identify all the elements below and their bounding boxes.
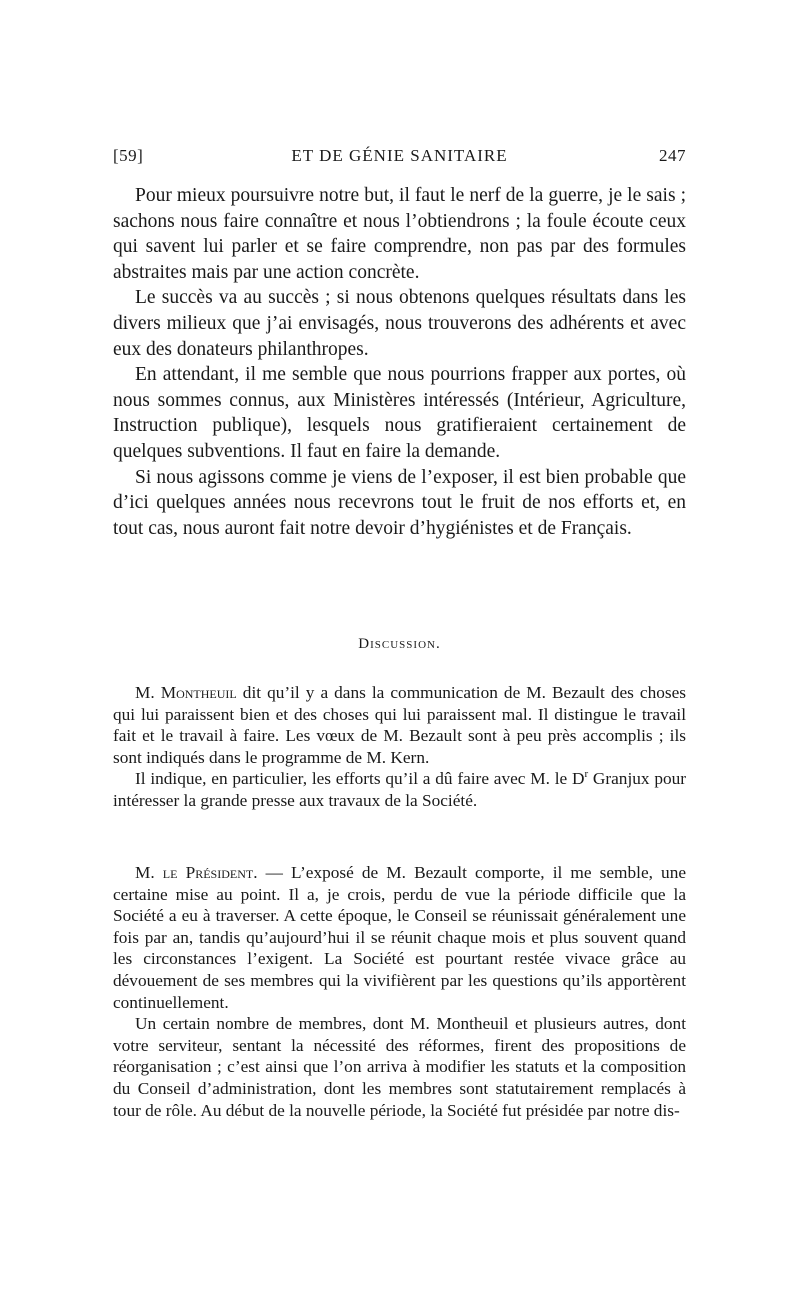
paragraph-text: Granjux pour intéresser la grande presse aux travaux de la Société. <box>113 769 686 810</box>
page-header <box>113 146 686 170</box>
speaker-name: M. Montheuil <box>135 683 237 702</box>
page-reference: [59] <box>113 146 144 165</box>
paragraph-text: Il indique, en particulier, les efforts qu’il a dû faire avec M. le D <box>135 769 585 789</box>
paragraph: Pour mieux poursuivre notre but, il faut le nerf de la guerre, je le sais ; sachons nous faire connaître et nous l’obtiendrons ; la foule écoute ceux qui savent lui parler et se faire comprendre, non pas par des formules abstraites mais par une action concrète. <box>113 185 686 283</box>
superscript: r <box>584 768 589 781</box>
main-text <box>113 183 686 541</box>
discussion-block-president <box>113 862 686 1121</box>
section-title: Discussion. <box>358 636 441 652</box>
speaker-name: M. le Président. <box>135 863 258 882</box>
dash: — <box>257 863 292 882</box>
paragraph <box>113 862 686 1013</box>
speaker-text: dit qu’il y a dans la communication de M. Bezault des choses qui lui paraissent bien et des choses qui lui paraissent mal. Il distingue le travail fait et le travail à faire. Les vœux de M. Bezault sont à peu près accomplis ; ils sont indiqués dans le programme de M. Kern. <box>113 683 686 767</box>
paragraph: Si nous agissons comme je viens de l’exposer, il est bien probable que d’ici quelques années nous recevrons tout le fruit de nos efforts et, en tout cas, nous auront fait notre devoir d’hygiénistes et de Français. <box>113 466 686 539</box>
paragraph: Le succès va au succès ; si nous obtenons quelques résultats dans les divers milieux que j’ai envisagés, nous trouverons des adhérents et avec eux des donateurs philanthropes. <box>113 287 686 360</box>
discussion-block-montheuil <box>113 682 686 812</box>
paragraph <box>113 768 686 811</box>
paragraph <box>113 682 686 768</box>
paragraph: Un certain nombre de membres, dont M. Montheuil et plusieurs autres, dont votre serviteur, sentant la nécessité des réformes, firent des propositions de réorganisation ; c’est ainsi que l’on arriva à modifier les statuts et la composition du Conseil d’administration, dont les membres sont statutairement remplacés à tour de rôle. Au début de la nouvelle période, la Société fut présidée par notre dis- <box>113 1014 686 1120</box>
speaker-text: L’exposé de M. Bezault comporte, il me semble, une certaine mise au point. Il a, je crois, perdu de vue la période difficile que la Société a eu à traverser. A cette époque, le Conseil se réunissait généralement une fois par an, tandis qu’aujourd’hui il se réunit chaque mois et plus souvent quand les circonstances l’exigent. La Société est pourtant restée vivace grâce au dévouement de ses membres qui la vivifièrent par les questions qu’ils apportèrent continuellement. <box>113 863 687 1012</box>
page-number: 247 <box>659 146 686 165</box>
running-title: ET DE GÉNIE SANITAIRE <box>291 146 508 165</box>
paragraph: En attendant, il me semble que nous pourrions frapper aux portes, où nous sommes connus, aux Ministères intéressés (Intérieur, Agriculture, Instruction publique), lesquels nous gratifieraient certainement de quelques subventions. Il faut en faire la demande. <box>113 364 686 462</box>
